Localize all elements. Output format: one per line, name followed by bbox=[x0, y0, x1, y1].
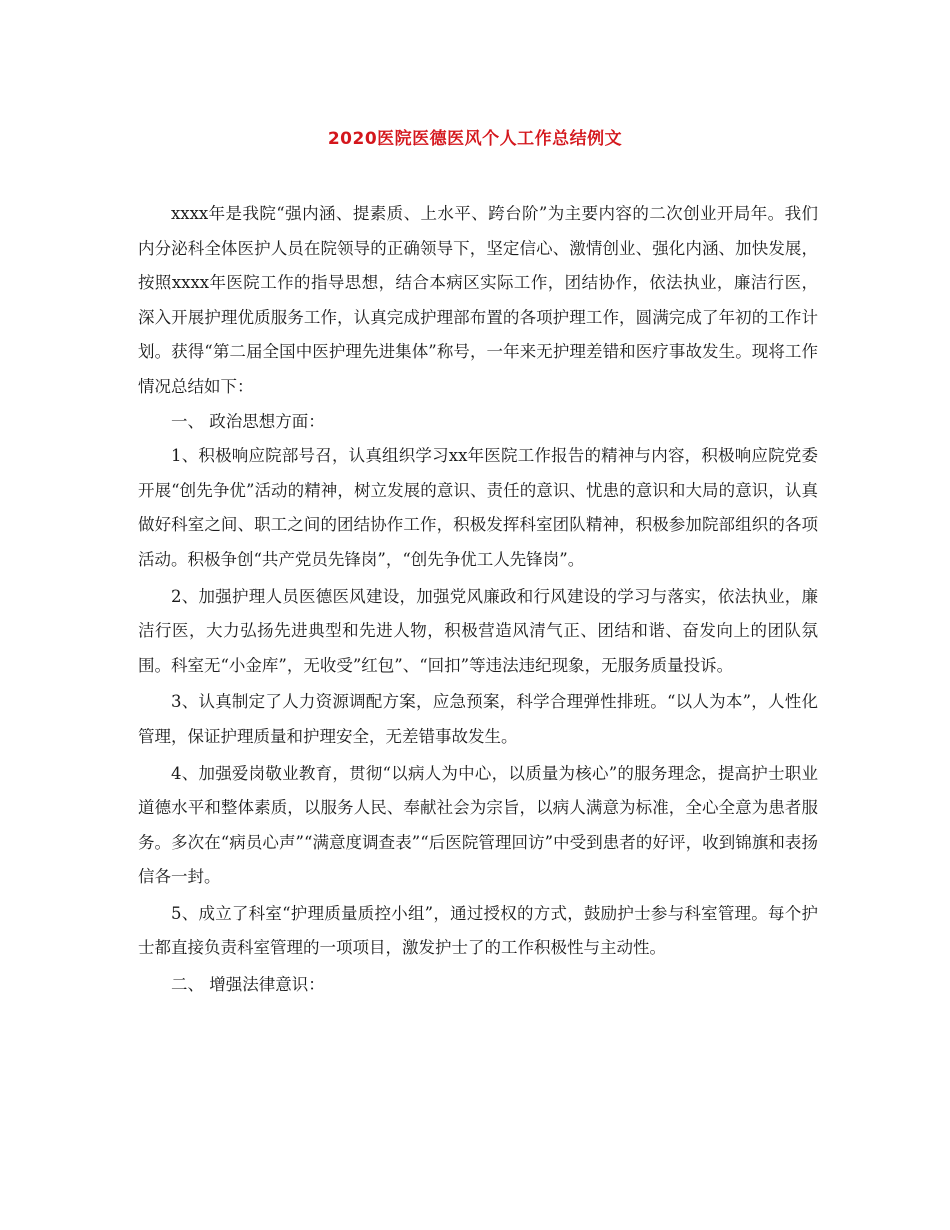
section-heading-law: 二、 增强法律意识： bbox=[171, 975, 325, 995]
paragraph-item-5: 5、成立了科室“护理质量质控小组”，通过授权的方式，鼓励护士参与科室管理。每个护士都直接负责科室管理的一项项目，激发护士了的工作积极性与主动性。 bbox=[138, 903, 818, 958]
paragraph-item-4: 4、加强爱岗敬业教育，贯彻“以病人为中心，以质量为核心”的服务理念，提高护士职业道德水平和整体素质，以服务人民、奉献社会为宗旨，以病人满意为标准，全心全意为患者服务。多次在“病员心声”“满意度调查表”“后医院管理回访”中受到患者的好评，收到锦旗和表扬信各一封。 bbox=[138, 763, 818, 887]
paragraph-item-1: 1、积极响应院部号召，认真组织学习xx年医院工作报告的精神与内容，积极响应院党委开展“创先争优”活动的精神，树立发展的意识、责任的意识、忧患的意识和大局的意识，认真做好科室之间、职工之间的团结协作工作，积极发挥科室团队精神，积极参加院部组织的各项活动。积极争创“共产党员先锋岗”，“创先争优工人先锋岗”。 bbox=[138, 446, 818, 569]
document-body bbox=[138, 197, 818, 1003]
paragraph-item-2: 2、加强护理人员医德医风建设，加强党风廉政和行风建设的学习与落实，依法执业，廉洁行医，大力弘扬先进典型和先进人物，积极营造风清气正、团结和谐、奋发向上的团队氛围。科室无“小金库”，无收受”红包”、“回扣”等违法违纪现象，无服务质量投诉。 bbox=[138, 586, 818, 675]
paragraph-item-3: 3、认真制定了人力资源调配方案，应急预案，科学合理弹性排班。“以人为本”，人性化管理，保证护理质量和护理安全，无差错事故发生。 bbox=[138, 692, 818, 746]
document-title: 2020医院医德医风个人工作总结例文 bbox=[327, 129, 623, 149]
section-heading-politics: 一、 政治思想方面： bbox=[171, 411, 325, 431]
paragraph-intro: xxxx年是我院“强内涵、提素质、上水平、跨台阶”为主要内容的二次创业开局年。我们内分泌科全体医护人员在院领导的正确领导下，坚定信心、激情创业、强化内涵、加快发展，按照xxxx年医院工作的指导思想，结合本病区实际工作，团结协作，依法执业，廉洁行医，深入开展护理优质服务工作，认真完成护理部布置的各项护理工作，圆满完成了年初的工作计划。获得“第二届全国中医护理先进集体”称号，一年来无护理差错和医疗事故发生。现将工作情况总结如下： bbox=[138, 204, 818, 396]
